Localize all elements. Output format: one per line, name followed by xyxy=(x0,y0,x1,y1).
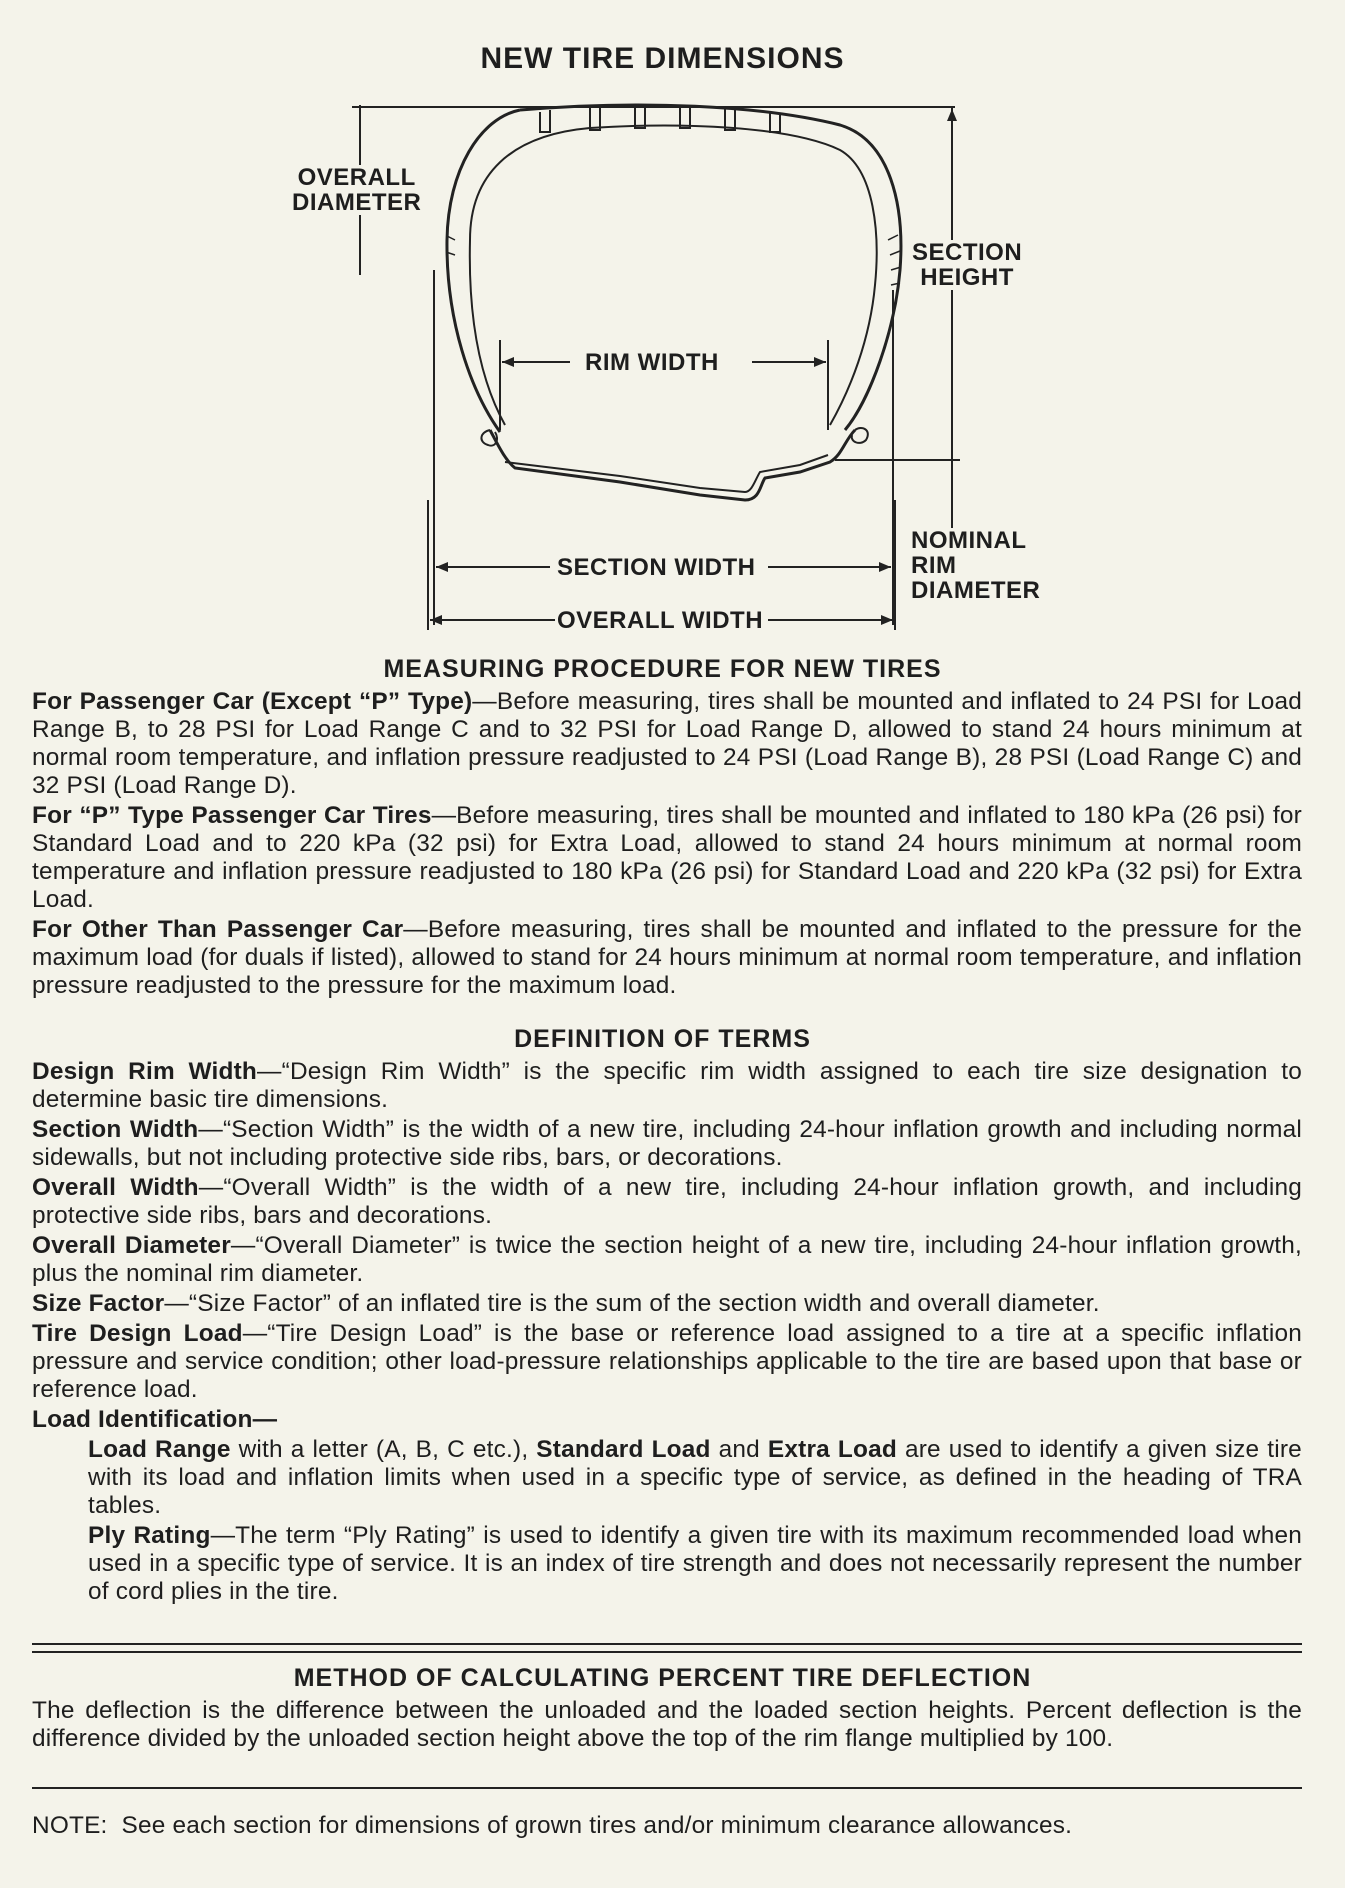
def-section-width: Section Width—“Section Width” is the width of a new tire, including 24-hour inflation growth and including normal sidewalls, but not including protective side ribs, bars, or decorations. xyxy=(32,1116,1302,1171)
section-width-label: SECTION WIDTH xyxy=(557,554,756,581)
nominal-rim-diameter-label: NOMINAL RIM DIAMETER xyxy=(911,527,1041,604)
overall-width-arrow-left xyxy=(430,615,442,625)
overall-diameter-label: OVERALL DIAMETER xyxy=(292,164,422,216)
section-height-arrow-top xyxy=(947,109,957,121)
overall-width-arrow-right xyxy=(881,615,893,625)
overall-width-label: OVERALL WIDTH xyxy=(557,607,764,634)
shoulder-ribs xyxy=(446,235,901,285)
page-title: NEW TIRE DIMENSIONS xyxy=(480,42,845,75)
def-size-factor: Size Factor—“Size Factor” of an inflated tire is the sum of the section width and overall diameter. xyxy=(32,1290,1100,1317)
def-load-range: Load Range with a letter (A, B, C etc.), Standard Load and Extra Load are used to identify a given size tire with its load and inflation limits when used in a specific type of service, as defined in the heading of TRA tables. xyxy=(88,1436,1302,1519)
measuring-p-type: For “P” Type Passenger Car Tires—Before measuring, tires shall be mounted and inflated to 180 kPa (26 psi) for Standard Load and to 220 kPa (32 psi) for Extra Load, allowed to stand 24 hours minimum at normal room temperature and inflation pressure readjusted to 180 kPa (26 psi) for Standard Load and 220 kPa (32 psi) for Extra Load. xyxy=(32,802,1302,913)
tire-outer-left xyxy=(447,110,520,432)
section-divider xyxy=(32,1643,1302,1653)
measuring-passenger-car: For Passenger Car (Except “P” Type)—Before measuring, tires shall be mounted and inflated to 24 PSI for Load Range B, to 28 PSI for Load Range C and to 32 PSI for Load Range D, allowed to stand 24 hours minimum at normal room temperature, and inflation pressure readjusted to 24 PSI (Load Range B), 28 PSI (Load Range C) and 32 PSI (Load Range D). xyxy=(32,688,1303,799)
note-divider xyxy=(32,1787,1302,1789)
section-width-arrow-right xyxy=(879,562,891,572)
def-tire-design-load: Tire Design Load—“Tire Design Load” is the base or reference load assigned to a tire at a specific inflation pressure and service condition; other load-pressure relationships applicable to the tire are based upon that base or reference load. xyxy=(32,1320,1302,1403)
note-label: NOTE: xyxy=(32,1812,108,1839)
def-ply-rating: Ply Rating—The term “Ply Rating” is used to identify a given tire with its maximum recommended load when used in a specific type of service. It is an index of tire strength and does not necessarily represent the number of cord plies in the tire. xyxy=(88,1522,1302,1605)
measuring-section xyxy=(32,688,1302,1002)
def-design-rim-width: Design Rim Width—“Design Rim Width” is the specific rim width assigned to each tire size designation to determine basic tire dimensions. xyxy=(32,1058,1303,1113)
measuring-heading: MEASURING PROCEDURE FOR NEW TIRES xyxy=(383,655,942,683)
tire-diagram xyxy=(0,0,1345,650)
deflection-text: The deflection is the difference between the unloaded and the loaded section heights. Percent deflection is the difference divided by the unloaded section height above the top of the rim flange multiplied by 100. xyxy=(32,1697,1302,1752)
rim-width-label: RIM WIDTH xyxy=(585,349,719,376)
def-overall-width: Overall Width—“Overall Width” is the width of a new tire, including 24-hour inflation growth, and including protective side ribs, bars and decorations. xyxy=(32,1174,1302,1229)
definitions-section xyxy=(32,1058,1302,1608)
rim-width-arrow-left xyxy=(502,357,514,367)
note xyxy=(32,1812,1302,1840)
measuring-other: For Other Than Passenger Car—Before measuring, tires shall be mounted and inflated to the pressure for the maximum load (for duals if listed), allowed to stand for 24 hours minimum at normal room temperature, and inflation pressure readjusted to the pressure for the maximum load. xyxy=(32,916,1302,999)
note-text: See each section for dimensions of grown tires and/or minimum clearance allowances. xyxy=(121,1812,1073,1839)
tire-outer-profile xyxy=(520,105,901,430)
rim-width-arrow-right xyxy=(814,357,826,367)
section-height-label: SECTION HEIGHT xyxy=(912,239,1023,291)
deflection-heading: METHOD OF CALCULATING PERCENT TIRE DEFLECTION xyxy=(293,1664,1032,1692)
definitions-heading: DEFINITION OF TERMS xyxy=(514,1025,811,1053)
def-overall-diameter: Overall Diameter—“Overall Diameter” is twice the section height of a new tire, including 24-hour inflation growth, plus the nominal rim diameter. xyxy=(32,1232,1303,1287)
def-load-identification: Load Identification— xyxy=(32,1406,278,1433)
tire-inner-profile xyxy=(470,126,877,425)
section-width-arrow-left xyxy=(436,562,448,572)
